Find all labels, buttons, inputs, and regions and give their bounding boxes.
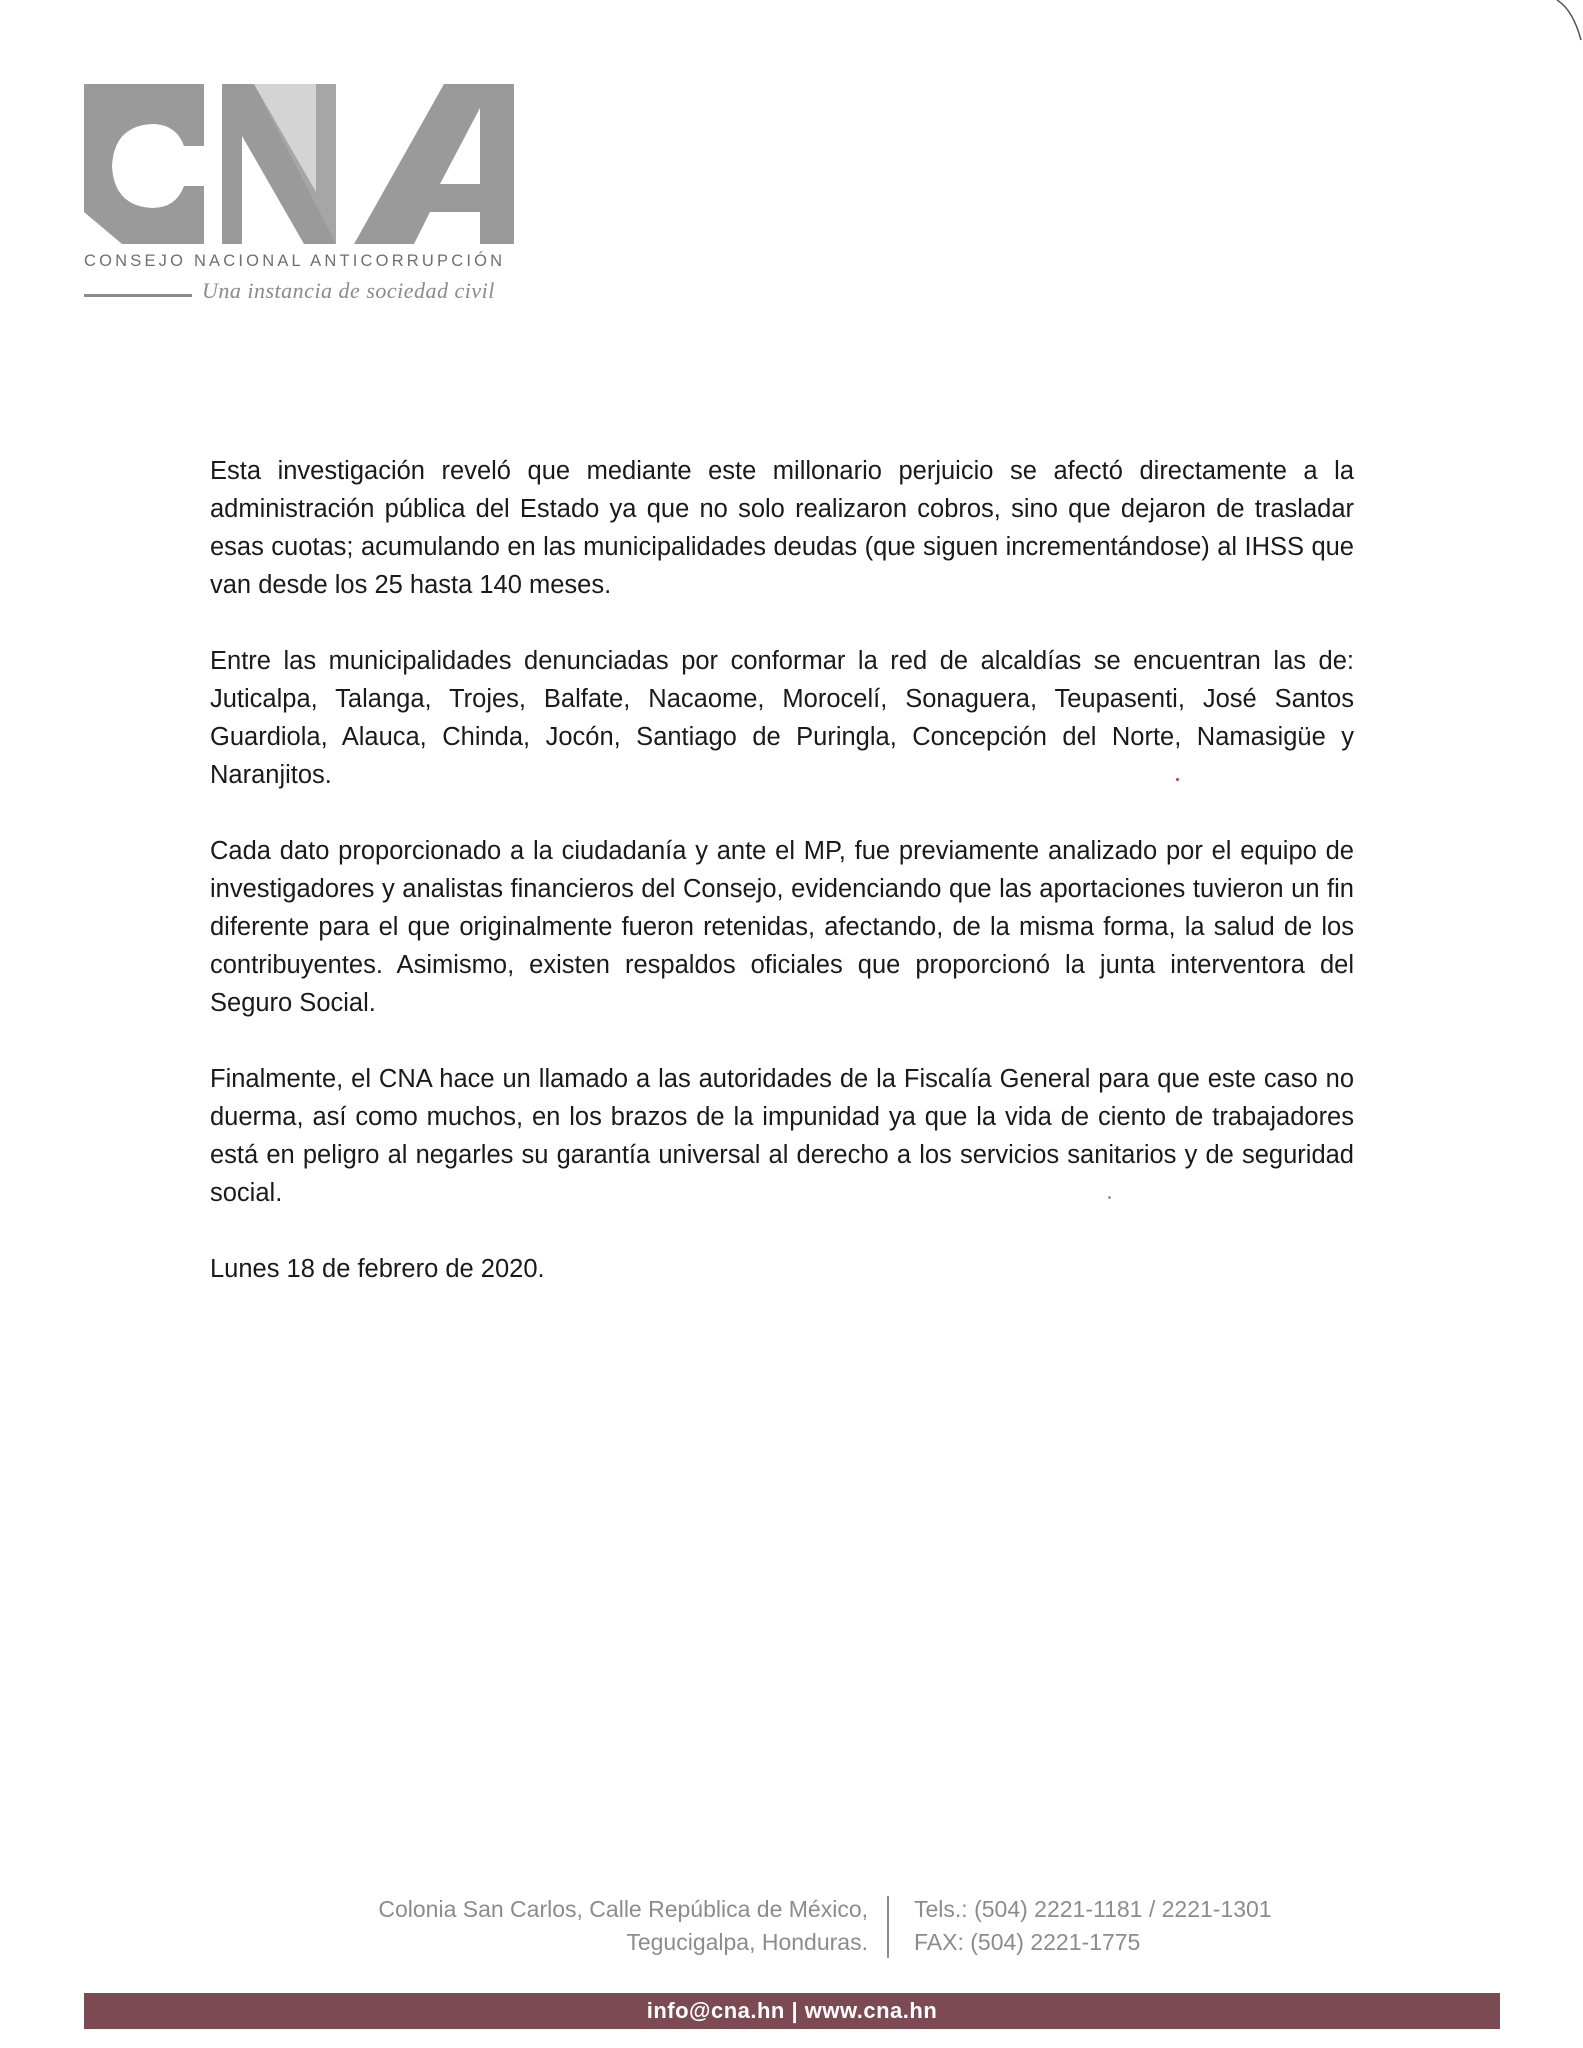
footer-address <box>250 1893 868 1959</box>
telephone-line: Tels.: (504) 2221-1181 / 2221-1301 <box>914 1896 1272 1922</box>
logo-rule <box>84 294 192 297</box>
letter-body <box>210 452 1354 1288</box>
scan-speck <box>1108 1196 1111 1199</box>
fax-line: FAX: (504) 2221-1775 <box>914 1929 1141 1955</box>
paragraph-4: Finalmente, el CNA hace un llamado a las autoridades de la Fiscalía General para que este caso no duerma, así como muchos, en los brazos de la impunidad ya que la vida de ciento de trabajadores está en peligro al negarles su garantía universal al derecho a los servicios sanitarios y de seguridad social. <box>210 1065 1354 1207</box>
paragraph-3: Cada dato proporcionado a la ciudadanía y ante el MP, fue previamente analizado por el equipo de investigadores y analistas financieros del Consejo, evidenciando que las aportaciones tuvieron un fin diferente para el que originalmente fueron retenidas, afectando, de la misma forma, la salud de los contribuyentes. Asimismo, existen respaldos oficiales que proporcionó la junta interventora del Seguro Social. <box>210 837 1354 1017</box>
scan-speck <box>1176 778 1179 781</box>
letter-date: Lunes 18 de febrero de 2020. <box>210 1255 545 1283</box>
scan-edge-mark <box>1553 0 1583 60</box>
paragraph-1: Esta investigación reveló que mediante este millonario perjuicio se afectó directamente a la administración pública del Estado ya que no solo realizaron cobros, sino que dejaron de trasladar esas cuotas; acumulando en las municipalidades deudas (que siguen incrementándose) al IHSS que van desde los 25 hasta 140 meses. <box>210 457 1354 599</box>
footer-contact-bar: info@cna.hn | www.cna.hn <box>84 1993 1500 2029</box>
organization-tagline: Una instancia de sociedad civil <box>202 278 495 303</box>
address-line-1: Colonia San Carlos, Calle República de México, <box>378 1896 868 1922</box>
footer-contact <box>914 1893 1394 1959</box>
address-line-2: Tegucigalpa, Honduras. <box>626 1929 868 1955</box>
cna-logo-mark <box>84 84 514 244</box>
footer-separator <box>887 1896 889 1958</box>
organization-name: CONSEJO NACIONAL ANTICORRUPCIÓN <box>84 252 506 270</box>
paragraph-2: Entre las municipalidades denunciadas por conformar la red de alcaldías se encuentran las de: Juticalpa, Talanga, Trojes, Balfate, Nacaome, Morocelí, Sonaguera, Teupasenti, José Santos Guardiola, Alauca, Chinda, Jocón, Santiago de Puringla, Concepción del Norte, Namasigüe y Naranjitos. <box>210 647 1354 789</box>
cna-logo <box>84 84 514 314</box>
